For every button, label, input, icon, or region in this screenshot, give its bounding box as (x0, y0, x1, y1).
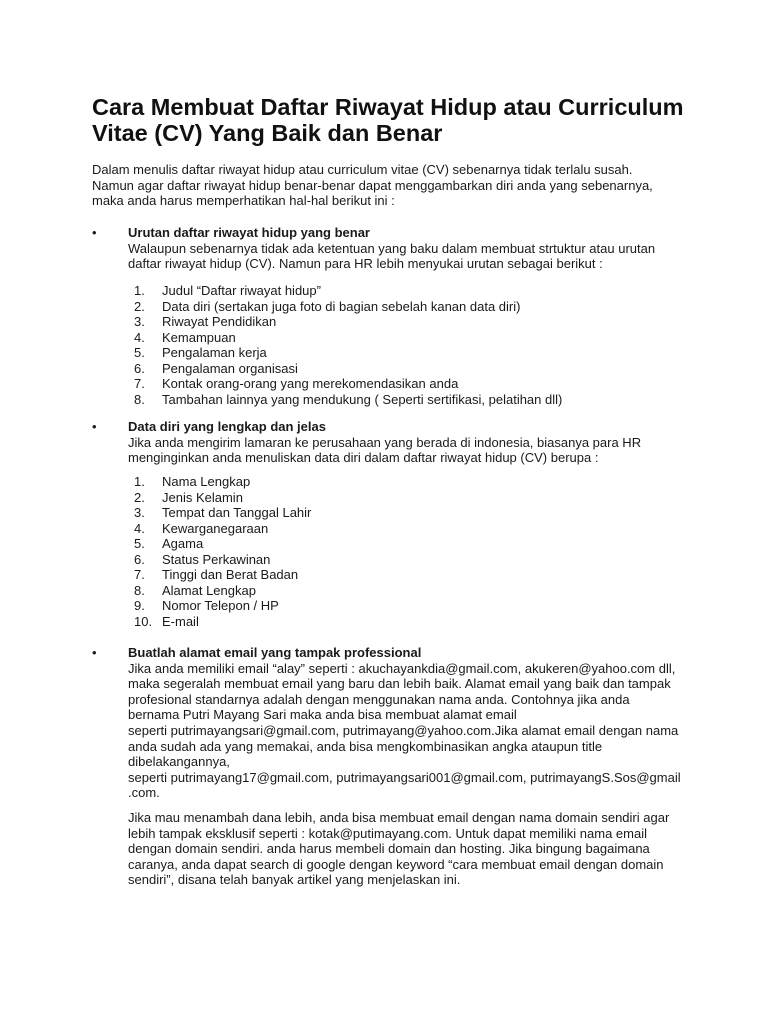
section-email (92, 645, 681, 888)
bullet-icon: • (92, 645, 97, 660)
numbered-list (134, 283, 562, 407)
intro-line: Dalam menulis daftar riwayat hidup atau curriculum vitae (CV) sebenarnya tidak terlalu susah. (92, 162, 633, 177)
section-line: maka segeralah membuat email yang baru dan lebih baik. Alamat email yang baik dan tampak (128, 676, 671, 692)
section-line: dibelakangannya, (128, 754, 230, 770)
section-heading: Buatlah alamat email yang tampak professional (128, 645, 422, 660)
list-item: 10. E-mail (134, 613, 199, 629)
list-item: 4. Kewarganegaraan (134, 520, 269, 536)
section-heading: Urutan daftar riwayat hidup yang benar (128, 225, 370, 240)
section-line: .com. (128, 785, 160, 801)
section-heading: Data diri yang lengkap dan jelas (128, 419, 326, 434)
title-line: Vitae (CV) Yang Baik dan Benar (92, 120, 443, 146)
list-item: 1. Judul “Daftar riwayat hidup” (134, 283, 321, 298)
intro-line: Namun agar daftar riwayat hidup benar-benar dapat menggambarkan diri anda yang sebenarnya, (92, 177, 653, 193)
section-urutan (92, 225, 655, 272)
section-line: Jika anda mengirim lamaran ke perusahaan yang berada di indonesia, biasanya para HR (128, 434, 642, 450)
section-line: anda sudah ada yang memakai, anda bisa mengkombinasikan angka ataupun title (128, 738, 603, 754)
section-line: menginginkan anda menuliskan data diri dalam daftar riwayat hidup (CV) berupa : (128, 450, 599, 466)
section-line: bernama Putri Mayang Sari maka anda bisa membuat alamat email (128, 707, 517, 723)
numbered-list (134, 474, 311, 629)
bullet-icon: • (92, 225, 97, 240)
list-item: 2. Data diri (sertakan juga foto di bagian sebelah kanan data diri) (134, 298, 521, 314)
document-title (92, 94, 684, 146)
section-line: profesional standarnya adalah dengan menggunakan nama anda. Contohnya jika anda (128, 691, 630, 707)
section-line: Walaupun sebenarnya tidak ada ketentuan yang baku dalam membuat strtuktur atau urutan (128, 240, 656, 256)
intro-line: maka anda harus memperhatikan hal-hal berikut ini : (92, 193, 395, 209)
list-item: 3. Riwayat Pendidikan (134, 314, 277, 329)
list-item: 6. Status Perkawinan (134, 551, 271, 567)
list-item: 4. Kemampuan (134, 329, 236, 345)
section-line: daftar riwayat hidup (CV). Namun para HR lebih menyukai urutan sebagai berikut : (128, 256, 603, 272)
list-item: 8. Alamat Lengkap (134, 582, 256, 598)
list-item: 1. Nama Lengkap (134, 474, 251, 489)
section-line: seperti putrimayang17@gmail.com, putrimayangsari001@gmail.com, putrimayangS.Sos@gmail (128, 769, 681, 785)
section-line: seperti putrimayangsari@gmail.com, putrimayang@yahoo.com.Jika alamat email dengan nama (128, 722, 679, 738)
list-item: 2. Jenis Kelamin (134, 489, 243, 505)
section-line: Jika mau menambah dana lebih, anda bisa membuat email dengan nama domain sendiri agar (128, 809, 670, 825)
list-item: 9. Nomor Telepon / HP (134, 598, 279, 613)
list-item: 5. Pengalaman kerja (134, 345, 267, 360)
list-item: 3. Tempat dan Tanggal Lahir (134, 505, 312, 520)
section-line: lebih tampak eksklusif seperti : kotak@putimayang.com. Untuk dapat memiliki nama email (128, 825, 647, 841)
section-line: Jika anda memiliki email “alay” seperti : akuchayankdia@gmail.com, akukeren@yahoo.com dll, (128, 660, 676, 676)
title-line: Cara Membuat Daftar Riwayat Hidup atau Curriculum (92, 94, 684, 120)
section-line: sendiri”, disana telah banyak artikel yang menjelaskan ini. (128, 872, 461, 888)
list-item: 7. Kontak orang-orang yang merekomendasikan anda (134, 376, 459, 391)
section-data-diri (92, 419, 641, 466)
section-line: caranya, anda dapat search di google dengan keyword “cara membuat email dengan domain (128, 856, 664, 872)
section-line: dengan domain sendiri. anda harus membeli domain dan hosting. Jika bingung bagaimana (128, 841, 650, 857)
list-item: 8. Tambahan lainnya yang mendukung ( Seperti sertifikasi, pelatihan dll) (134, 391, 563, 407)
list-item: 5. Agama (134, 536, 204, 551)
bullet-icon: • (92, 419, 97, 434)
list-item: 7. Tinggi dan Berat Badan (134, 567, 299, 582)
list-item: 6. Pengalaman organisasi (134, 360, 298, 376)
intro-paragraph (92, 162, 653, 209)
